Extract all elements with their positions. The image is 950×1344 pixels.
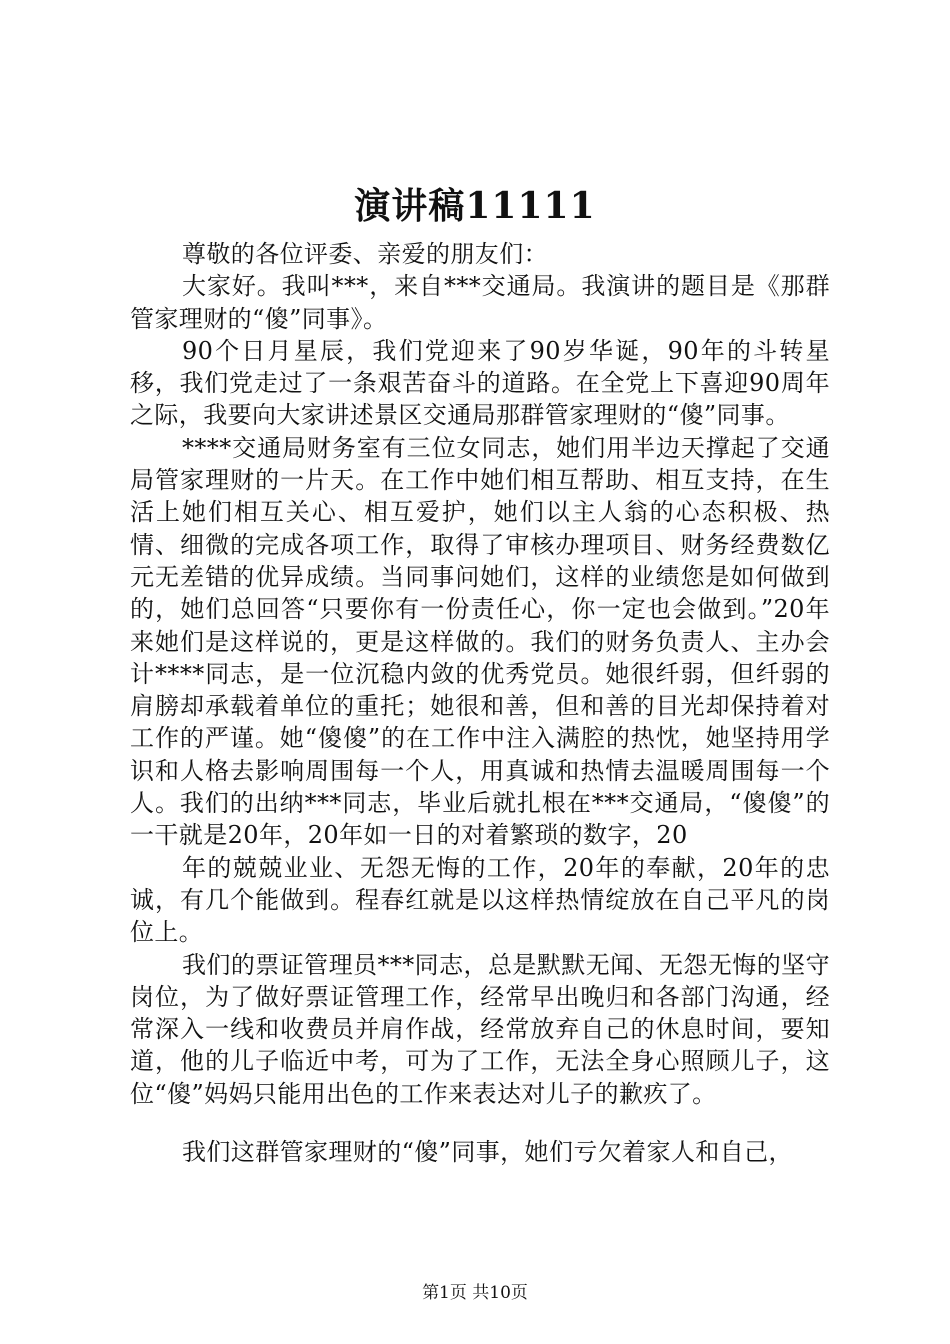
paragraph-introduction: 大家好。我叫***，来自***交通局。我演讲的题目是《那群管家理财的“傻”同事》。 (130, 272, 830, 333)
paragraph-salutation: 尊敬的各位评委、亲爱的朋友们： (182, 240, 548, 268)
paragraph-cashier: 年的兢兢业业、无怨无悔的工作，20年的奉献，20年的忠诚，有几个能做到。程春红就是以这样热情绽放在自己平凡的岗位上。 (130, 853, 830, 947)
paragraph-anniversary: 90个日月星辰，我们党迎来了90岁华诞，90年的斗转星移，我们党走过了一条艰苦奋斗的道路。在全党上下喜迎90周年之际，我要向大家讲述景区交通局那群管家理财的“傻”同事。 (130, 336, 830, 430)
paragraph-closing: 我们这群管家理财的“傻”同事，她们亏欠着家人和自己， (182, 1138, 793, 1167)
page-number-footer: 第1页 共10页 (422, 1283, 528, 1303)
paragraph-finance-office: ****交通局财务室有三位女同志，她们用半边天撑起了交通局管家理财的一片天。在工作中她们相互帮助、相互支持，在生活上她们相互关心、相互爱护，她们以主人翁的心态积极、热情、细微的完成各项工作，取得了审核办理项目、财务经费数亿元无差错的优异成绩。当同事问她们，这样的业绩您是如何做到的，她们总回答“只要你有一份责任心，你一定也会做到。”20年来她们是这样说的，更是这样做的。我们的财务负责人、主办会计****同志，是一位沉稳内敛的优秀党员。她很纤弱，但纤弱的肩膀却承载着单位的重托；她很和善，但和善的目光却保持着对工作的严谨。她“傻傻”的在工作中注入满腔的热忱，她坚持用学识和人格去影响周围每一个人，用真诚和热情去温暖周围每一个人。我们的出纳***同志，毕业后就扎根在***交通局，“傻傻”的一干就是20年，20年如一日的对着繁琐的数字，20 (130, 433, 830, 850)
paragraph-ticket-manager: 我们的票证管理员***同志，总是默默无闻、无怨无悔的坚守岗位，为了做好票证管理工作，经常早出晚归和各部门沟通，经常深入一线和收费员并肩作战，经常放弃自己的休息时间，要知道，他的儿子临近中考，可为了工作，无法全身心照顾儿子，这位“傻”妈妈只能用出色的工作来表达对儿子的歉疚了。 (130, 950, 830, 1108)
document-body (130, 238, 830, 1168)
document-title: 演讲稿11111 (354, 185, 596, 227)
